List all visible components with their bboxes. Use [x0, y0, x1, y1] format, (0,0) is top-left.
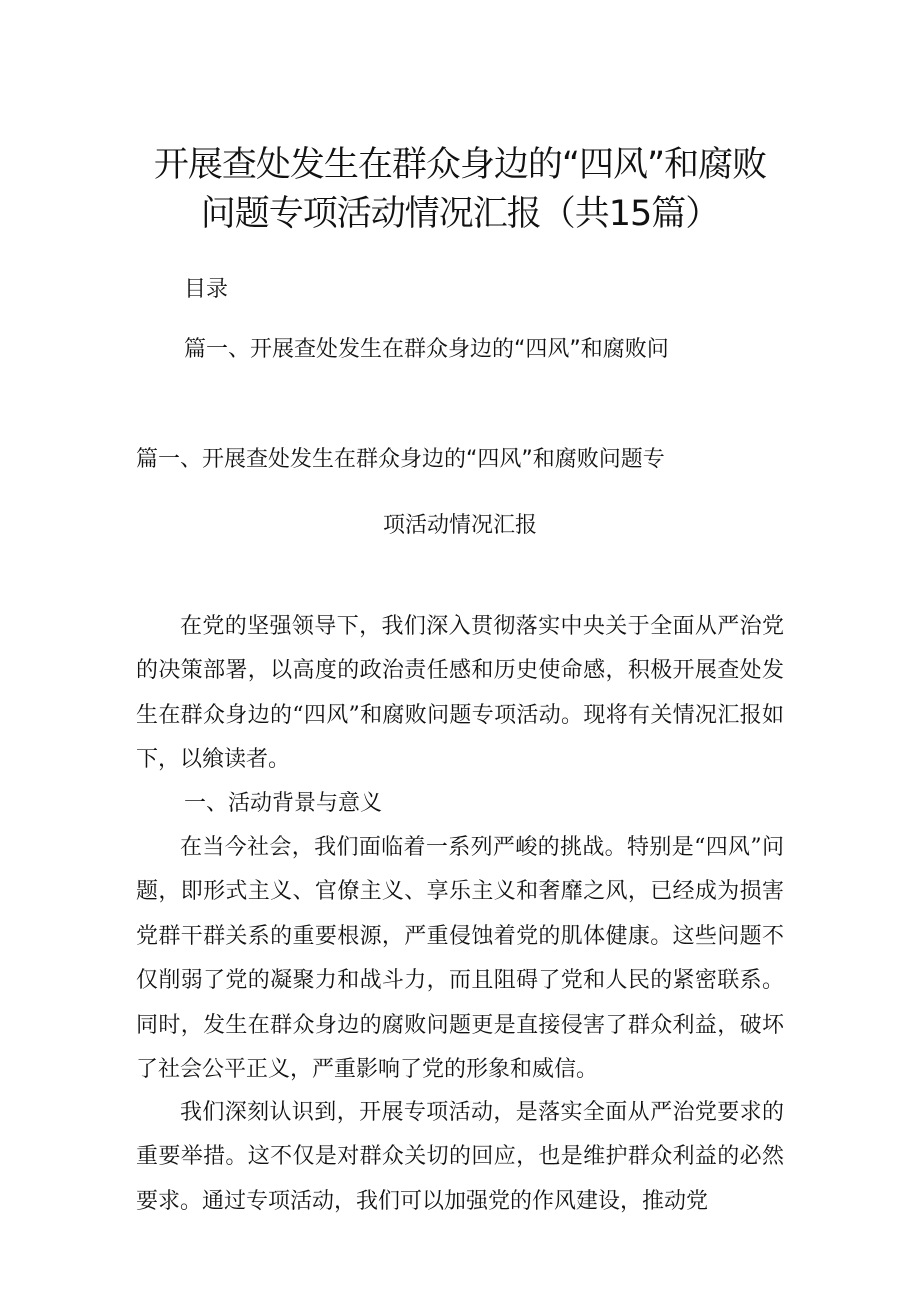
document-title-line-1: 开展查处发生在群众身边的“四风”和腐败	[153, 145, 767, 185]
section-title-line-1: 篇一、开展查处发生在群众身边的“四风”和腐败问题专	[136, 447, 665, 472]
subheading-background: 一、活动背景与意义	[184, 791, 383, 816]
toc-item-1[interactable]: 篇一、开展查处发生在群众身边的“四风”和腐败问	[184, 337, 669, 362]
paragraph-intro: 在党的坚强领导下，我们深入贯彻落实中央关于全面从严治党的决策部署，以高度的政治责任感和历史使命感，积极开展查处发生在群众身边的“四风”和腐败问题专项活动。现将有关情况汇报如下，以飨读者。	[136, 614, 784, 773]
toc-heading: 目录	[184, 277, 229, 302]
paragraph-significance: 我们深刻认识到，开展专项活动，是落实全面从严治党要求的重要举措。这不仅是对群众关切的回应，也是维护群众利益的必然要求。通过专项活动，我们可以加强党的作风建设，推动党	[136, 1100, 784, 1214]
section-title-line-2: 项活动情况汇报	[382, 513, 537, 538]
paragraph-background: 在当今社会，我们面临着一系列严峻的挑战。特别是“四风”问题，即形式主义、官僚主义、享乐主义和奢靡之风，已经成为损害党群干群关系的重要根源，严重侵蚀着党的肌体健康。这些问题不仅削弱了党的凝聚力和战斗力，而且阻碍了党和人民的紧密联系。同时，发生在群众身边的腐败问题更是直接侵害了群众利益，破坏了社会公平正义，严重影响了党的形象和威信。	[136, 835, 784, 1083]
document-title-line-2: 问题专项活动情况汇报（共15篇）	[200, 194, 720, 234]
